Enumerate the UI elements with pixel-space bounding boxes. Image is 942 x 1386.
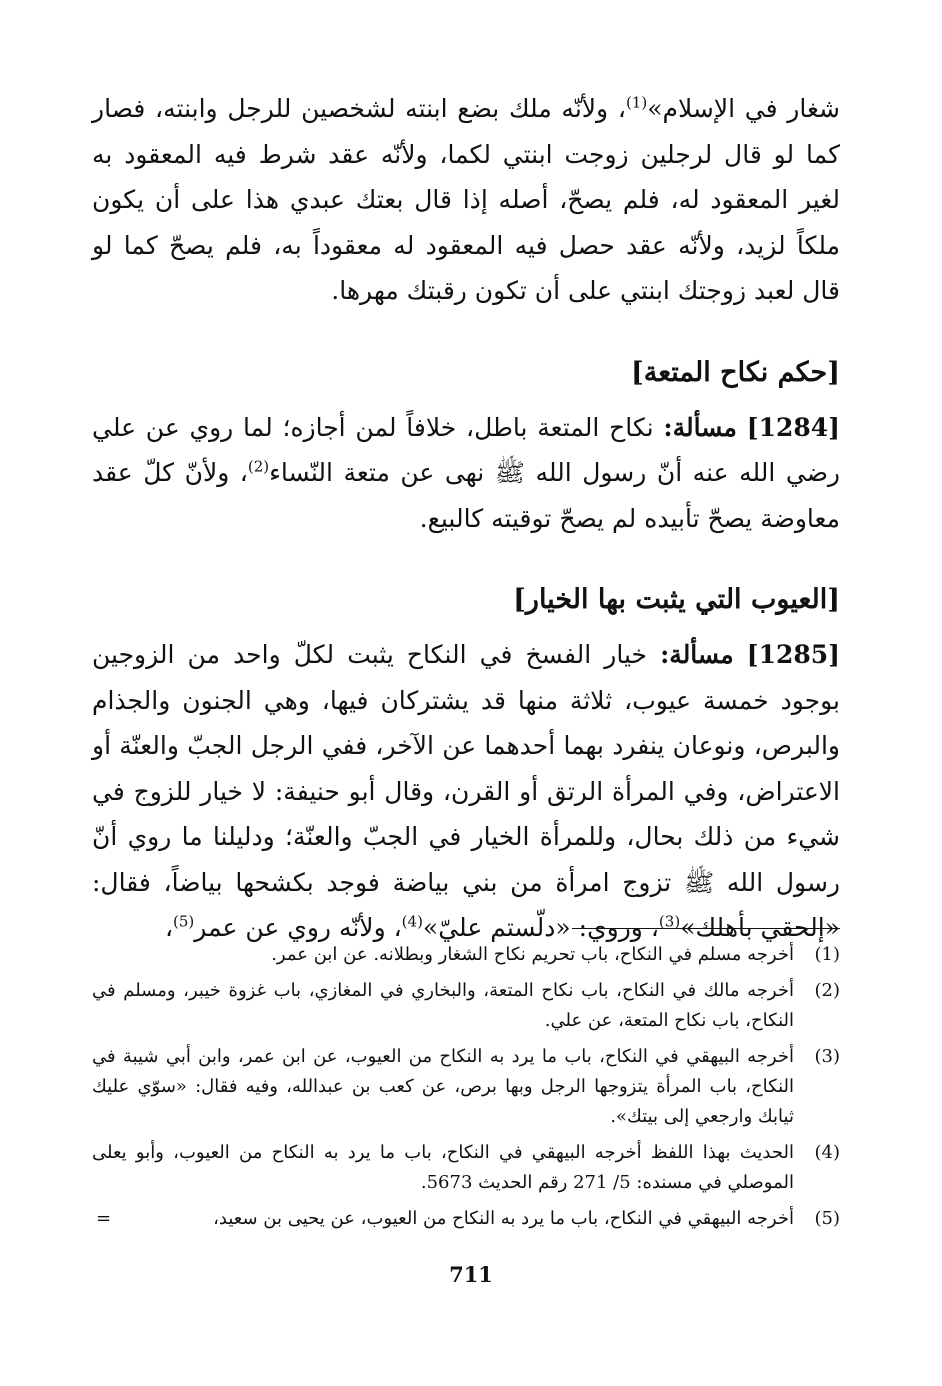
masala-1284-text-a: نكاح المتعة باطل، خلافاً لمن أجازه؛ لما روي عن علي رضي الله عنه أنّ رسول الله ﷺ نهى عن متعة النّساء: [92, 412, 840, 487]
footnotes-section: [92, 940, 840, 1240]
footnote-divider: [572, 928, 840, 929]
footnote-number: (4): [814, 1142, 840, 1163]
heading-uyub: [العيوب التي يثبت بها الخيار]: [513, 584, 840, 615]
masala-1285-text-a: خيار الفسخ في النكاح يثبت لكلّ واحد من الزوجين بوجود خمسة عيوب، ثلاثة منها قد يشتركان فيها، وهي الجنون والجذام والبرص، ونوعان ينفرد بهما أحدهما عن الآخر، ففي الرجل الجبّ والعنّة أو الاعتراض، وفي المرأة الرتق أو القرن، وقال أبو حنيفة: لا خيار للزوج في شيء من ذلك بحال، وللمرأة الخيار في الجبّ والعنّة؛ ودليلنا ما روي أنّ رسول الله ﷺ تزوج امرأة من بني بياضة فوجد بكشحها بياضاً، فقال: «إلحقي بأهلك»: [92, 640, 840, 942]
footnote-4: [92, 1138, 840, 1198]
masala-1285-text-d: ،: [164, 913, 174, 942]
footnote-ref-2[interactable]: (2): [247, 457, 270, 476]
footnote-number: (3): [814, 1046, 840, 1067]
intro-text-a: شغار في الإسلام»: [647, 94, 840, 123]
masala-1284-number: [1284]: [746, 412, 840, 442]
footnote-number: (2): [814, 980, 840, 1001]
footnote-5: [92, 1204, 840, 1234]
masala-1285-text-c: ، ولأنّه روي عن عمر: [194, 913, 402, 942]
intro-text-b: ، ولأنّه ملك بضع ابنته لشخصين للرجل وابنته، فصار كما لو قال لرجلين زوجت ابنتي لكما، ولأنّه عقد شرط فيه المعقود به لغير المعقود له، فلم يصحّ، أصله إذا قال بعتك عبدي هذا على أن يكون ملكاً لزيد، ولأنّه عقد حصل فيه المعقود له معقوداً به، فلم يصحّ كما لو قال لعبد زوجتك ابنتي على أن تكون رقبتك مهرها.: [92, 94, 840, 305]
footnote-ref-5[interactable]: (5): [173, 912, 195, 931]
footnote-text: الحديث بهذا اللفظ أخرجه البيهقي في النكاح، باب ما يرد به النكاح من العيوب، وأبو يعلى الموصلي في مسنده: 5/ 271 رقم الحديث 5673.: [92, 1142, 794, 1193]
masala-1285-number: [1285]: [746, 640, 840, 669]
footnote-1: [92, 940, 840, 970]
footnote-text: أخرجه البيهقي في النكاح، باب ما يرد به النكاح من العيوب، عن يحيى بن سعيد،: [213, 1208, 794, 1229]
footnote-ref-1[interactable]: (1): [625, 93, 648, 112]
masala-1285-label: مسألة:: [660, 640, 734, 669]
page-number: 711: [449, 1262, 493, 1287]
footnote-number: (1): [814, 944, 840, 965]
footnote-number: (5): [814, 1208, 840, 1229]
masala-1285-paragraph: [92, 632, 840, 951]
footnote-text: أخرجه مالك في النكاح، باب نكاح المتعة، والبخاري في المغازي، باب غزوة خيبر، ومسلم في النكاح، باب نكاح المتعة، عن علي.: [92, 980, 794, 1031]
masala-1284-text-b: ، ولأنّ كلّ عقد معاوضة يصحّ تأبيده لم يصحّ توقيته كالبيع.: [92, 458, 840, 533]
footnote-text: أخرجه مسلم في النكاح، باب تحريم نكاح الشغار وبطلانه. عن ابن عمر.: [271, 944, 794, 965]
masala-1285-text-b: ، وروي: «دلّستم عليّ»: [422, 913, 659, 942]
footnote-continuation-mark: =: [96, 1208, 112, 1229]
heading-mutah: [حكم نكاح المتعة]: [631, 356, 840, 388]
footnote-3: [92, 1042, 840, 1132]
intro-paragraph: [92, 86, 840, 314]
footnote-ref-3[interactable]: (3): [658, 912, 681, 931]
masala-1284-label: مسألة:: [663, 412, 737, 442]
page-body: [92, 86, 840, 951]
footnote-text: أخرجه البيهقي في النكاح، باب ما يرد به النكاح من العيوب، عن ابن عمر، وابن أبي شيبة في النكاح، باب المرأة يتزوجها الرجل وبها برص، عن كعب بن عبدالله، وفيه فقال: «سوّي عليك ثيابك وارجعي إلى بيتك».: [92, 1046, 794, 1127]
footnote-ref-4[interactable]: (4): [401, 912, 423, 931]
footnote-2: [92, 976, 840, 1036]
masala-1284-paragraph: [92, 405, 840, 542]
